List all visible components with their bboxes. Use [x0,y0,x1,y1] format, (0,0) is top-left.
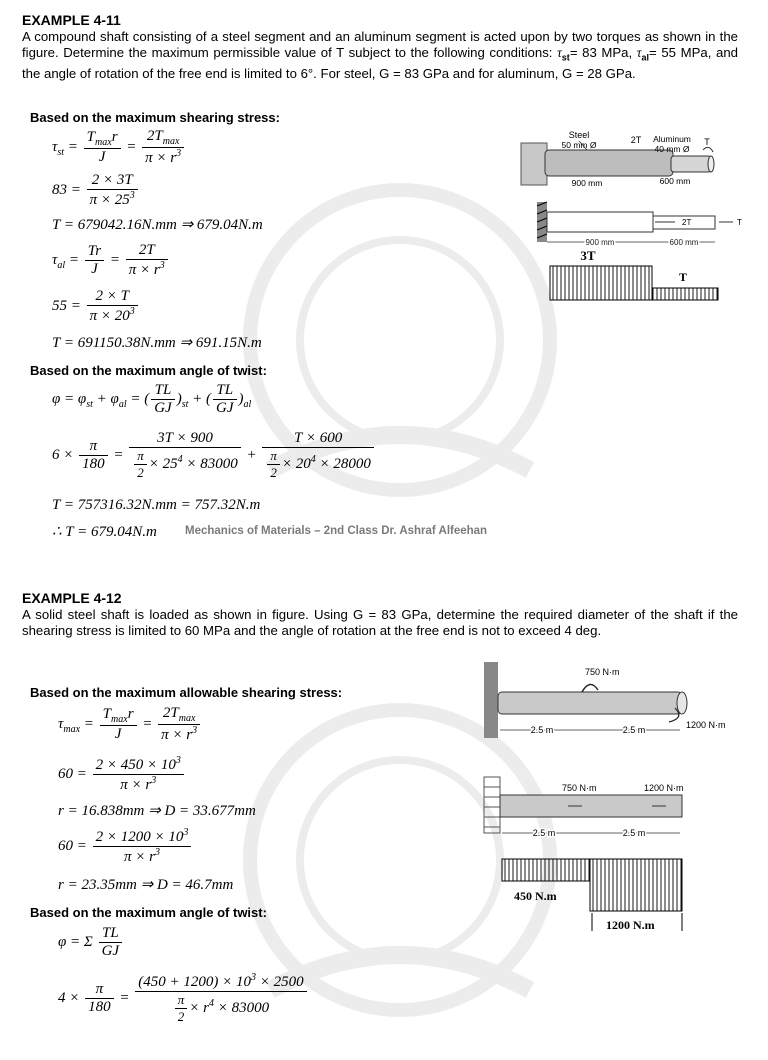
eq-T-twist-result: T = 757316.32N.mm = 757.32N.m [52,497,261,513]
example-4-12-title: EXAMPLE 4-12 [22,590,122,606]
eq-r-second-result: r = 23.35mm ⇒ D = 46.7mm [58,877,234,893]
eq-4deg: 4 × $\frac{\pi}{180}$ = $(450 + 1200) \times 10^3 \times 2500$ $\frac{\pi}{2}$ × $r^4 \times 83000$ [58,972,309,1025]
eq-83: 83 = $\frac{2 \times 3T}{\pi \times 25^3}$ [52,172,140,209]
figure-solid-shaft [482,660,744,740]
torque-label-1200: 1200 N.m [606,918,655,932]
eq-tau-max-formula: $\tau_{max}$ = $\frac{T_{max}r}{J}$ = $\frac{2T_{max}}{\pi \times r^3}$ [58,705,202,744]
subheading-angle-twist-2: Based on the maximum angle of twist: [30,905,267,920]
fbd-len-b: 2.5 m [622,828,646,838]
eq-6deg: 6 × $\frac{\pi}{180}$ = 3T × 900 $\frac{\pi}{2}$ × $25^4 \times 83000$ + T × 600 $\frac{\pi}{2}$ × $20^4 \times 28000$ [52,430,376,481]
eq-55: 55 = $\frac{2 \times T}{\pi \times 20^3}$ [52,288,140,325]
label-len-600: 600 mm [659,176,691,186]
torque-diagram-label-3t: 3T [580,248,596,263]
example-4-12-problem: A solid steel shaft is loaded as shown in figure. Using G = 83 GPa, determine the required diameter of the shaft if the shearing stress is limited to 60 MPa and the angle of rotation at the free end is not to exceed 4 deg. [22,607,738,638]
label-len-900: 900 mm [571,178,603,188]
torque-label-450: 450 N.m [514,889,557,903]
fbd-label-750: 750 N·m [562,783,597,793]
eq-phi-sum: $\varphi = \varphi_{st} + \varphi_{al}$ = ( $\frac{TL}{GJ}$ )$_{st}$ + ( $\frac{TL}{GJ}$ )$_{al}$ [52,382,252,416]
figure-torque-diagram [548,246,723,306]
fbd-label-2t: 2T [682,218,692,227]
eq-final-answer: ∴ T = 679.04N.m [52,524,157,540]
fbd-len-600: 600 mm [669,238,699,247]
torque-block-1200 [590,859,682,911]
eq-tau-al-formula: $\tau_{al}$ = $\frac{Tr}{J}$ = $\frac{2T}{\pi \times r^3}$ [52,242,170,279]
label-aluminum-diameter: 40 mm Ø [654,144,690,154]
subheading-allowable-shear: Based on the maximum allowable shearing stress: [30,685,343,700]
figure-compound-shaft [515,128,715,200]
eq-60-second: 60 = $\frac{2 \times 1200 \times 10^3}{\pi \times r^3}$ [58,827,193,866]
label-aluminum: Aluminum [653,134,691,144]
eq-tau-st-formula: $\tau_{st}$ = $\frac{T_{max}r}{J}$ = $\frac{2T_{max}}{\pi \times r^3}$ [52,128,186,167]
fbd-label-t: T [737,218,742,227]
label-2t-torque: 2T [630,135,642,145]
subheading-angle-twist: Based on the maximum angle of twist: [30,363,267,378]
torque-block-450 [502,859,590,881]
fbd-label-1200: 1200 N·m [644,783,684,793]
wall-support [521,143,547,185]
torque-block-t [652,288,718,300]
label-steel: Steel [568,130,590,140]
figure-torque-diagram-2 [500,855,690,935]
label-len-a: 2.5 m [530,725,554,735]
eq-60-first: 60 = $\frac{2 \times 450 \times 10^3}{\pi \times r^3}$ [58,755,186,794]
eq-phi-sigma: φ = Σ $\frac{TL}{GJ}$ [58,925,124,960]
wall-support-2 [484,662,498,738]
label-750: 750 N·m [585,667,620,677]
fbd-len-900: 900 mm [585,238,615,247]
fbd-len-a: 2.5 m [532,828,556,838]
label-steel-diameter: 50 mm Ø [561,140,597,150]
label-t-torque: T [704,137,710,147]
torque-diagram-label-t: T [678,270,688,284]
label-len-b: 2.5 m [622,725,646,735]
page-footer: Mechanics of Materials – 2nd Class Dr. Ashraf Alfeehan [185,525,488,537]
eq-r-first-result: r = 16.838mm ⇒ D = 33.677mm [58,803,256,819]
figure-free-body-diagram-2 [482,775,697,845]
example-4-11-problem: A compound shaft consisting of a steel segment and an aluminum segment is acted upon by two torques as shown in the figure. Determine the maximum permissible value of T subject to the following conditions: $\tau_{st}= 83$ MPa, $\tau_{al}= 55$ MPa, and the angle of rotation of the free end is limited to 6°. For steel, G = 83 GPa and for aluminum, G = 28 GPa. [22,29,738,81]
aluminum-segment [671,156,711,172]
example-4-11-title: EXAMPLE 4-11 [22,12,121,28]
subheading-shear-stress: Based on the maximum shearing stress: [30,110,280,125]
label-1200: 1200 N·m [686,720,726,730]
torque-block-3t [550,266,652,300]
eq-T-steel-result: T = 679042.16N.mm ⇒ 679.04N.m [52,217,263,233]
brick-wall [484,777,500,833]
eq-T-aluminum-result: T = 691150.38N.mm ⇒ 691.15N.m [52,335,262,351]
shaft-body [498,692,682,714]
